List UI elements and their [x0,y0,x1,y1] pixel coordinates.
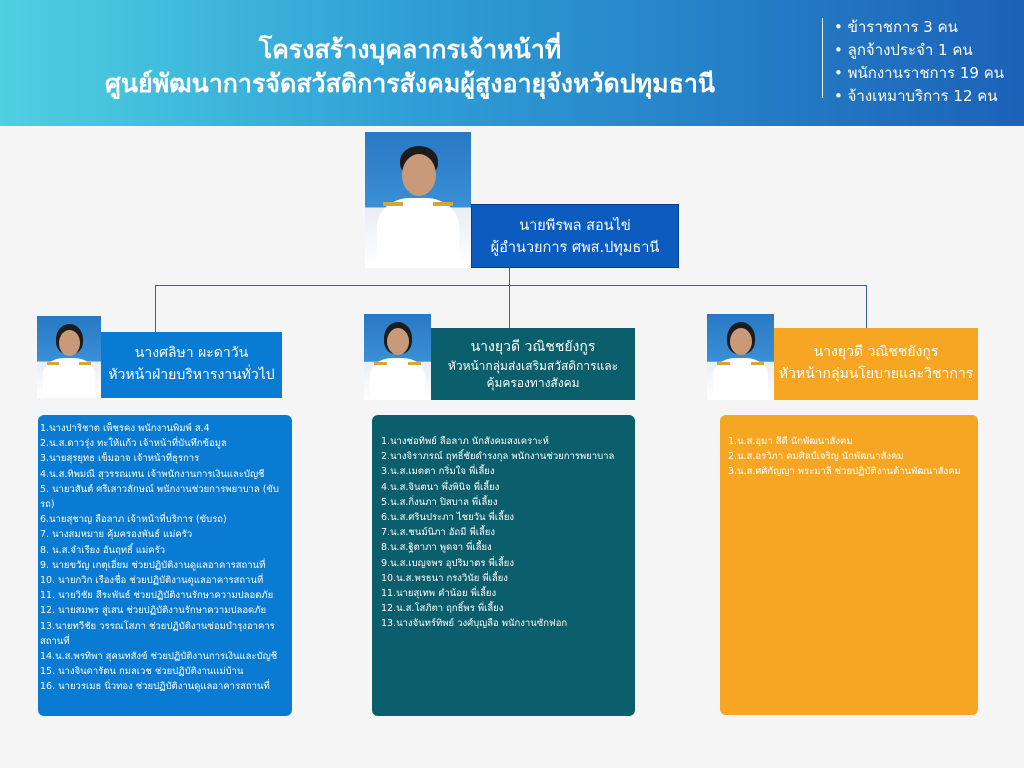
list-item: 1.นางช่อทิพย์ ลือลาภ นักสังคมสงเคราะห์ [381,436,549,447]
dept3-head-photo [707,314,774,400]
dept2-head-name: นางยุวดี วณิชชยังกูร [470,339,596,355]
list-item: 8.น.ส.ฐิตาภา พูดจา พี่เลี้ยง [381,542,492,554]
list-item: 3.น.ส.เมตตา กริ่มใจ พี่เลี้ยง [381,466,495,478]
list-item: 12.น.ส.โสภิตา ฤกธิ์พร พี่เลี้ยง [381,603,504,615]
list-item: 15. นางจินดารัตน กมลเวช ช่วยปฏิบัติงานแม่บ้าน [40,666,244,678]
list-item: 13.นางจันทร์ทิพย์ วงศ์บุญลือ พนักงานซักฟอก [381,618,568,630]
page-subtitle: ศูนย์พัฒนาการจัดสวัสดิการสังคมผู้สูงอายุจังหวัดปทุมธานี [105,69,715,98]
list-item: 5.น.ส.กิ่งนภา ปิสบาล พี่เลี้ยง [381,496,498,508]
dept2-head-role: หัวหน้ากลุ่มส่งเสริมสวัสดิการและคุ้มครองทางสังคม [447,359,619,390]
list-item: 7. นางสมหมาย คุ้มครองพันธ์ แม่ครัว [40,529,193,541]
dept3-namebox [774,328,978,400]
list-item: 14.น.ส.พรทิพา สุคนทสังข์ ช่วยปฏิบัติงานการเงินและบัญชี [40,651,278,663]
connector-right [866,285,867,328]
dept2-head-photo [364,314,431,400]
list-item: 6.น.ส.ศรินประภา ไชยวัน พี่เลี้ยง [381,512,515,524]
list-item: 10.น.ส.พรธนา กรงวินัย พี่เลี้ยง [381,572,508,584]
list-item: 2.นางจิราภรณ์ ฤทธิ์ชัยดำรงกุล พนักงานช่วยการพยาบาล [381,451,615,463]
list-item: 7.น.ส.ชนม์นิภา อัถมี พี่เลี้ยง [381,527,495,539]
dept3-head-name: นางยุวดี วณิชชยังกูร [813,344,939,360]
dept2-namebox [431,328,635,400]
list-item: 11. นายวิชัย สีระพันธ์ ช่วยปฏิบัติงานรักษาความปลอดภัย [40,590,274,602]
list-item: 1.นางปาริชาต เพ็ชรคง พนักงานพิมพ์ ส.4 [40,423,210,434]
list-item: 2.น.ส.อรวิภา คมศิลป์เจริญ นักพัฒนาสังคม [728,451,904,463]
staff-stats-list [834,16,1004,108]
list-item: 6.นายสุชาญ ลือลาภ เจ้าหน้าที่บริการ (ขับรถ) [40,514,227,526]
dept1-head-photo [37,316,101,398]
connector-left [155,285,156,332]
stat-item-permanent-employees: • ลูกจ้างประจำ 1 คน [834,39,1004,62]
list-item: 3.นายสุรยุทธ เข็มอาจ เจ้าหน้าที่ธุรการ [40,453,200,465]
list-item: 9. นายขวัญ เกตุเอี่ยม ช่วยปฏิบัติงานดูแลอาคารสถานที่ [40,559,266,571]
dept1-head-name: นางศลิษา ผะดาวัน [134,345,249,361]
dept1-head-role: หัวหน้าฝ่ายบริหารงานทั่วไป [108,367,275,383]
list-item: 8. น.ส.จำเรียง อันฤทธิ์ แม่ครัว [40,544,166,556]
connector-horizontal [155,285,866,286]
header-divider [822,18,823,98]
list-item: 4.น.ส.ทิพมณี สุวรรณเทน เจ้าพนักงานการเงินและบัญชี [40,468,265,480]
director-photo [365,132,471,268]
list-item: 16. นายวรเมธ นิ่วทอง ช่วยปฏิบัติงานดูแลอาคารสถานที่ [40,681,270,693]
list-item: 12. นายสมพร สู่เสน ช่วยปฏิบัติงานรักษาความปลอดภัย [40,605,267,617]
director-role: ผู้อำนวยการ ศพส.ปทุมธานี [490,240,660,256]
connector-trunk [509,268,510,286]
list-item: 13.นายทวีชัย วรรณโสภา ช่วยปฏิบัติงานซ่อมบำรุงอาคารสถานที่ [40,620,275,647]
stat-item-government-employees: • พนักงานราชการ 19 คน [834,62,1004,85]
connector-center [509,285,510,328]
list-item: 9.น.ส.เบญจพร อุปริมาตร พี่เลี้ยง [381,557,514,569]
list-item: 11.นายสุเทพ คำน้อย พี่เลี้ยง [381,588,497,600]
dept3-staff-list [720,415,978,715]
page-title: โครงสร้างบุคลากรเจ้าหน้าที่ [258,35,562,64]
list-item: 1.น.ส.อุมา สีดี นักพัฒนาสังคม [728,436,853,447]
stat-item-contract-staff: • จ้างเหมาบริการ 12 คน [834,85,1004,108]
list-item: 2.น.ส.ดาวรุ่ง ทะให้แก้ว เจ้าหน้าที่บันทึกข้อมูล [40,438,227,450]
dept3-head-role: หัวหน้ากลุ่มนโยบายและวิชาการ [778,366,974,382]
director-name: นายพีรพล สอนไข่ [519,218,631,234]
header-banner [0,0,1024,126]
dept1-namebox [101,332,282,398]
list-item: 5. นายวสันต์ ศรีเสาวลักษณ์ พนักงานช่วยการพยาบาล (ขับรถ) [40,483,279,511]
dept1-staff-list [38,415,292,716]
list-item: 10. นายกวิก เรืองชื่อ ช่วยปฏิบัติงานดูแลอาคารสถานที่ [40,575,264,587]
list-item: 3.น.ส.ศศิกัญญา พระมาลี ช่วยปฏิบัติงานด้านพัฒนาสังคม [728,466,961,478]
list-item: 4.น.ส.จินตนา พึ่งพินิจ พี่เลี้ยง [381,481,500,493]
dept2-staff-list [372,415,635,716]
stat-item-civil-servants: • ข้าราชการ 3 คน [834,16,1004,39]
director-namebox [471,204,679,268]
